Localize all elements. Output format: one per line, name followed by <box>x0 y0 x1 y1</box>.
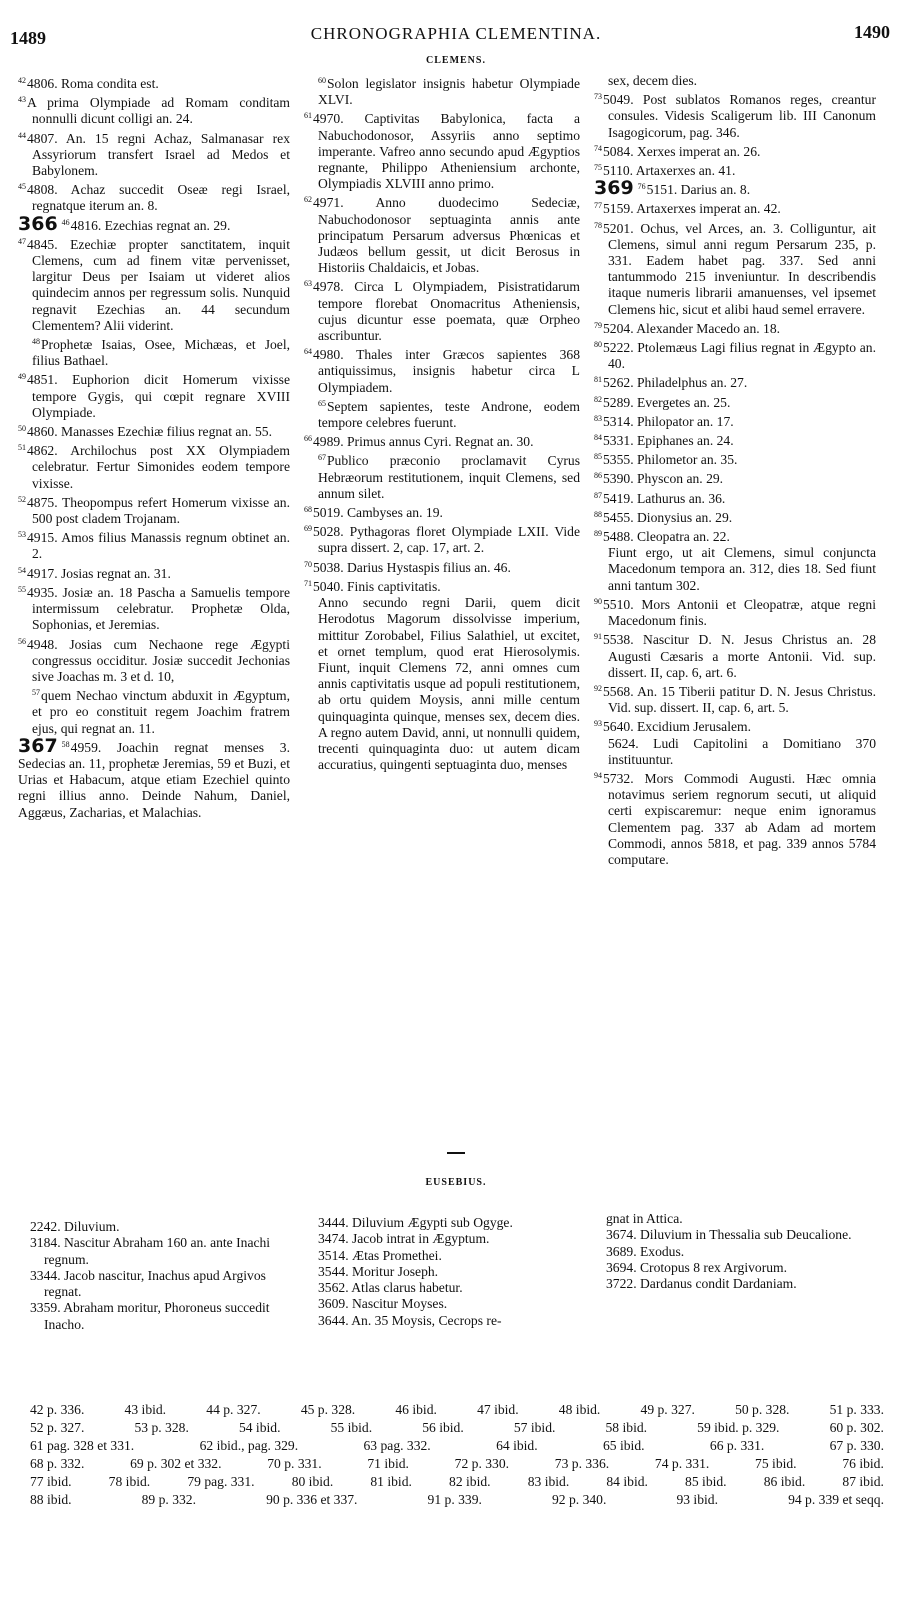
footnote-ref: 77 <box>594 201 602 211</box>
entry <box>304 576 580 595</box>
footnote: 57 ibid. <box>513 1420 556 1435</box>
footnote-ref: 44 <box>18 130 26 140</box>
footnote-ref: 87 <box>594 490 602 500</box>
entry <box>304 557 580 576</box>
column-right <box>594 73 876 868</box>
footnote-ref: 55 <box>18 584 26 594</box>
entry <box>18 128 290 180</box>
entry-text: 5455. Dionysius an. 29. <box>603 509 733 525</box>
footnote: 72 p. 330. <box>454 1456 510 1471</box>
eusebius-entry: 3562. Atlas clarus habetur. <box>318 1280 463 1296</box>
entry-text: 5201. Ochus, vel Arces, an. 3. Colliguntur, ait Clemens, simul anni regum Persarum 235, p. 331. Eadem habet pag. 337. Sed anni tantummodo 215 inveniuntur. In describendis itaque numeris librarii amanuenses, vel ipsemet Clemens hic, sicut et alibi haud semel erravere. <box>603 220 876 317</box>
footnote-ref: 56 <box>18 636 26 646</box>
entry <box>18 634 290 686</box>
entry-text: 5028. Pythagoras floret Olympiade LXII. Vide supra dissert. 2, cap. 17, art. 2. <box>313 524 580 556</box>
entry-text: 4917. Josias regnat an. 31. <box>27 565 171 581</box>
footnote: 43 ibid. <box>124 1402 167 1417</box>
footnote-ref: 85 <box>594 452 602 462</box>
footnote-line <box>30 1437 890 1455</box>
footnote: 66 p. 331. <box>709 1438 765 1453</box>
footnote: 90 p. 336 et 337. <box>266 1492 358 1507</box>
footnote-ref: 75 <box>594 163 602 173</box>
entry <box>594 89 876 141</box>
footnote: 71 ibid. <box>367 1456 409 1471</box>
entry <box>304 521 580 556</box>
entry-text: 4862. Archilochus post XX Olympiadem celebratur. Fertur Simonides eodem tempore vixisse. <box>27 443 290 491</box>
entry-text: 5222. Ptolemæus Lagi filius regnat in Ægypto an. 40. <box>603 340 876 372</box>
entry-text: Fiunt ergo, ut ait Clemens, simul conjuncta Macedonum tempora an. 312, dies 18. Sed fiunt anni tantum 302. <box>608 545 876 593</box>
entry-text: 4948. Josias cum Nechaone rege Ægypti congressus occiditur. Josiæ succedit Jechonias sive Joachas m. 3 et d. 10, <box>27 636 290 684</box>
page-number-right: 1490 <box>854 22 890 42</box>
footnote: 77 ibid. <box>30 1474 72 1489</box>
footnote-ref: 84 <box>594 433 602 443</box>
entry <box>304 502 580 521</box>
entry-text: 5624. Ludi Capitolini a Domitiano 370 instituuntur. <box>608 735 876 767</box>
footnote: 92 p. 340. <box>551 1492 607 1507</box>
footnote-ref: 89 <box>594 529 602 539</box>
entry-text: 5732. Mors Commodi Augusti. Hæc omnia notavimus seriem regnorum secuti, ut aliquid certi expiscaremur: neque enim ignoramus Clementem pag. 337 ab Adam ad mortem Commodi, annos 5818, et pag. 339 annos 5784 computare. <box>603 770 876 867</box>
footnote: 86 ibid. <box>763 1474 806 1489</box>
footnote: 78 ibid. <box>108 1474 151 1489</box>
footnote-ref: 46 <box>61 217 70 227</box>
footnote: 84 ibid. <box>606 1474 648 1489</box>
eusebius-column-right <box>606 1211 888 1292</box>
entry-text: Publico præconio proclamavit Cyrus Hebræorum restitutionem, inquit Clemens, sed annum silet. <box>318 453 580 501</box>
running-header <box>0 22 912 46</box>
footnote-ref: 60 <box>318 76 326 85</box>
entry <box>594 681 876 716</box>
eusebius-entry: 2242. Diluvium. <box>30 1219 120 1234</box>
footnote-ref: 94 <box>594 770 602 780</box>
entry <box>304 450 580 502</box>
footnote-ref: 76 <box>637 182 646 192</box>
entry <box>594 430 876 449</box>
entry-text: 5355. Philometor an. 35. <box>603 452 738 468</box>
footnote-ref: 88 <box>594 509 602 519</box>
entry <box>594 198 876 217</box>
entry <box>304 344 580 396</box>
running-title: CHRONOGRAPHIA CLEMENTINA. <box>310 24 602 43</box>
entry-text: A prima Olympiade ad Romam conditam nonnulli dicunt colligi an. 24. <box>27 95 290 127</box>
entry-text: 4845. Ezechiæ propter sanctitatem, inquit Clemens, cum ad finem vitæ pervenisset, largitur Deus per Isaiam ut videret alios quindecim annos per regressum solis. Nunquid regnavit Ezechias an. 44 secundum Clementem? Alii viderint. <box>27 236 290 333</box>
footnote-ref: 74 <box>594 143 602 153</box>
footnote-ref: 50 <box>18 424 26 434</box>
section-heading-eusebius: EUSEBIUS. <box>425 1177 487 1188</box>
entry <box>594 468 876 487</box>
footnote-ref: 80 <box>594 340 602 350</box>
entry <box>18 734 290 821</box>
entry <box>18 527 290 562</box>
entry <box>304 73 580 108</box>
entry <box>304 276 580 344</box>
entry <box>594 768 876 868</box>
column-marker: 367 <box>18 734 58 757</box>
entry-text: 4935. Josiæ an. 18 Pascha a Samuelis tempore intermissum celebratur. Prophetæ Olda, Sophonias, et Jeremias. <box>27 584 290 633</box>
eusebius-entry: 3344. Jacob nascitur, Inachus apud Argivos regnat. <box>30 1267 266 1300</box>
entry-text: 4851. Euphorion dicit Homerum vixisse tempore Gygis, qui cœpit regnare XVIII Olympiade. <box>27 372 290 420</box>
entry <box>304 431 580 450</box>
footnote: 91 p. 339. <box>427 1492 482 1507</box>
footnote-ref: 78 <box>594 220 602 230</box>
entry <box>18 563 290 582</box>
entry <box>594 73 876 89</box>
footnote: 46 ibid. <box>395 1402 437 1417</box>
footnote-ref: 86 <box>594 471 602 481</box>
footnote-ref: 45 <box>18 182 26 192</box>
footnote-ref: 83 <box>594 413 602 423</box>
footnote-line <box>30 1419 890 1437</box>
entry <box>594 594 876 629</box>
entry <box>18 92 290 127</box>
footnote-line <box>30 1473 890 1491</box>
footnote-ref: 71 <box>304 578 312 588</box>
footnote-line <box>30 1455 890 1473</box>
footnote-line <box>30 1401 890 1419</box>
eusebius-entry: 3474. Jacob intrat in Ægyptum. <box>318 1231 490 1247</box>
entry <box>18 369 290 421</box>
footnote: 88 ibid. <box>30 1492 72 1507</box>
entry <box>594 392 876 411</box>
footnote: 60 p. 302. <box>829 1420 884 1435</box>
entry <box>18 492 290 527</box>
entry <box>594 507 876 526</box>
footnote: 50 p. 328. <box>735 1402 790 1417</box>
entry <box>594 141 876 160</box>
entry <box>594 629 876 681</box>
eusebius-entry: 3359. Abraham moritur, Phoroneus succedit Inacho. <box>30 1300 270 1332</box>
footnote: 56 ibid. <box>422 1420 464 1435</box>
footnote-ref: 82 <box>594 394 602 404</box>
footnote: 48 ibid. <box>558 1402 601 1417</box>
footnote-ref: 54 <box>18 565 26 575</box>
footnote: 55 ibid. <box>330 1420 373 1435</box>
column-marker: 369 <box>594 177 634 200</box>
column-left <box>18 73 290 821</box>
footnote: 47 ibid. <box>477 1402 519 1417</box>
entry-text: 5510. Mors Antonii et Cleopatræ, atque regni Macedonum finis. <box>603 596 876 629</box>
footnote: 81 ibid. <box>370 1474 412 1489</box>
entry-text: Solon legislator insignis habetur Olympiade XLVI. <box>318 76 580 108</box>
entry <box>18 440 290 492</box>
footnote-ref: 81 <box>594 375 602 385</box>
entry-text: 5538. Nascitur D. N. Jesus Christus an. 28 Augusti Cæsaris a morte Antonii. Vid. sup. dissert. II, cap. 6, art. 6. <box>603 632 876 680</box>
footnote-ref: 65 <box>318 398 326 408</box>
entry-text: 5314. Philopator an. 17. <box>603 413 734 429</box>
footnote-ref: 47 <box>18 236 26 246</box>
entry-text: 4860. Manasses Ezechiæ filius regnat an. 55. <box>27 424 273 440</box>
footnote-ref: 68 <box>304 505 312 515</box>
entry <box>18 334 290 369</box>
entry-text: 5084. Xerxes imperat an. 26. <box>603 143 761 159</box>
entry <box>594 716 876 735</box>
footnote-ref: 62 <box>304 195 312 205</box>
entry-text: 5331. Epiphanes an. 24. <box>603 433 734 449</box>
entry-text: 5038. Darius Hystaspis filius an. 46. <box>313 559 511 575</box>
entry <box>304 192 580 276</box>
entry-text: 5390. Physcon an. 29. <box>603 471 724 487</box>
section-divider <box>447 1152 465 1154</box>
footnote-ref: 42 <box>18 76 26 85</box>
footnote: 45 p. 328. <box>300 1402 356 1417</box>
footnote-ref: 48 <box>32 337 40 347</box>
footnote: 83 ibid. <box>527 1474 570 1489</box>
entry <box>594 372 876 391</box>
entry-text: 5488. Cleopatra an. 22. <box>603 529 730 545</box>
footnote: 94 p. 339 et seqq. <box>788 1492 884 1507</box>
entry-text: 4971. Anno duodecimo Sedeciæ, Nabuchodonosor septuaginta annis ante principatum Persarum adversus Phœnicas et Judæos bellum gessit, ut dicit Berosus in Historiis Chaldaicis, et Jobas. <box>313 195 580 276</box>
page-number-left: 1489 <box>10 28 46 48</box>
entry-text: 4959. Joachin regnat menses 3. Sedecias an. 11, prophetæ Jeremias, 59 et Buzi, et Urias et Habacum, atque etiam Ezechiel quinto regni illius anno. Deinde Nahum, Daniel, Aggæus, Zacharias, et Malachias. <box>18 739 290 820</box>
entry-text: 5040. Finis captivitatis. <box>313 578 441 594</box>
eusebius-entry: 3514. Ætas Promethei. <box>318 1247 442 1263</box>
footnote: 68 p. 332. <box>30 1456 85 1471</box>
footnote-ref: 73 <box>594 92 602 102</box>
section-heading-clemens: CLEMENS. <box>426 55 486 66</box>
entry-text: 4989. Primus annus Cyri. Regnat an. 30. <box>313 434 534 450</box>
footnote: 49 p. 327. <box>640 1402 695 1417</box>
footnote: 63 pag. 332. <box>363 1438 431 1453</box>
footnote: 74 p. 331. <box>654 1456 710 1471</box>
entry-text: 5110. Artaxerxes an. 41. <box>603 163 736 179</box>
footnote: 85 ibid. <box>685 1474 727 1489</box>
footnote-ref: 69 <box>304 524 312 534</box>
footnote: 65 ibid. <box>602 1438 645 1453</box>
entry-text: 5159. Artaxerxes imperat an. 42. <box>603 201 781 217</box>
footnote: 87 ibid. <box>842 1474 884 1489</box>
eusebius-entry: 3444. Diluvium Ægypti sub Ogyge. <box>318 1215 513 1230</box>
entry <box>594 488 876 507</box>
footnote-ref: 70 <box>304 559 312 569</box>
entry-text: 4806. Roma condita est. <box>27 76 159 91</box>
entry-text: 5204. Alexander Macedo an. 18. <box>603 320 781 336</box>
eusebius-entry: 3609. Nascitur Moyses. <box>318 1296 448 1312</box>
footnote: 69 p. 302 et 332. <box>130 1456 222 1471</box>
footnote-line <box>30 1491 890 1509</box>
footnote: 51 p. 333. <box>829 1402 884 1417</box>
entry-text: 4807. An. 15 regni Achaz, Salmanasar rex Assyriorum transfert Israel ad Medos et Babylonem. <box>27 130 290 179</box>
footnote: 61 pag. 328 et 331. <box>30 1438 135 1453</box>
footnote: 52 p. 327. <box>30 1420 85 1435</box>
footnote: 76 ibid. <box>842 1456 884 1471</box>
eusebius-entry: 3544. Moritur Joseph. <box>318 1263 439 1279</box>
entry-text: Prophetæ Isaias, Osee, Michæas, et Joel, filius Bathael. <box>32 337 290 369</box>
entry-text: 4915. Amos filius Manassis regnum obtinet an. 2. <box>27 530 290 562</box>
entry <box>18 582 290 634</box>
entry-text: 5419. Lathurus an. 36. <box>603 490 726 506</box>
footnote-ref: 58 <box>61 739 70 749</box>
footnote-ref: 66 <box>304 434 312 444</box>
entry-text: Septem sapientes, teste Androne, eodem tempore celebres fuerunt. <box>318 398 580 431</box>
footnote: 73 p. 336. <box>554 1456 610 1471</box>
footnote: 59 ibid. p. 329. <box>697 1420 780 1435</box>
footnote-ref: 51 <box>18 443 26 453</box>
entry-text: 4875. Theopompus refert Homerum vixisse an. 500 post cladem Trojanam. <box>27 494 290 527</box>
entry-text: 4980. Thales inter Græcos sapientes 368 antiquissimus, insignis habetur circa L Olympiadem. <box>313 347 580 395</box>
eusebius-column-middle <box>318 1215 598 1329</box>
entry-text: 4978. Circa L Olympiadem, Pisistratidarum tempore florebat Onomacritus Atheniensis, cujus dicuntur esse poemata, quæ Orpheo ascribuntur. <box>313 279 580 344</box>
entry <box>594 449 876 468</box>
entry-text: quem Nechao vinctum abduxit in Ægyptum, et pro eo constituit regem Joachim fratrem ejus, qui regnat an. 11. <box>32 688 290 736</box>
entry-text: 5640. Excidium Jerusalem. <box>603 719 751 735</box>
footnote: 64 ibid. <box>496 1438 538 1453</box>
eusebius-entry: 3674. Diluvium in Thessalia sub Deucalione. <box>606 1227 852 1243</box>
footnote: 82 ibid. <box>449 1474 491 1489</box>
footnote-ref: 53 <box>18 530 26 540</box>
footnote: 53 p. 328. <box>134 1420 189 1435</box>
footnote-ref: 43 <box>18 95 26 105</box>
eusebius-column-left <box>30 1219 302 1333</box>
entry-text: 5151. Darius an. 8. <box>646 182 751 198</box>
footnote-ref: 64 <box>304 347 312 357</box>
footnote-ref: 57 <box>32 688 40 698</box>
footnote: 75 ibid. <box>755 1456 797 1471</box>
footnote: 67 p. 330. <box>829 1438 884 1453</box>
footnote: 89 p. 332. <box>141 1492 196 1507</box>
footnote-ref: 92 <box>594 683 602 693</box>
footnote: 62 ibid., pag. 329. <box>199 1438 299 1453</box>
footnote: 42 p. 336. <box>30 1402 85 1417</box>
entry <box>18 73 290 92</box>
footnote: 79 pag. 331. <box>187 1474 255 1489</box>
entry-text: 4808. Achaz succedit Oseæ regi Israel, regnatque iterum an. 8. <box>27 182 290 214</box>
eusebius-entry: 3722. Dardanus condit Dardaniam. <box>606 1276 797 1292</box>
entry <box>304 108 580 192</box>
entry <box>304 595 580 773</box>
entry-text: 5049. Post sublatos Romanos reges, creantur consules. Videsis Scaligerum lib. III Canonum Isagogicorum, pag. 346. <box>603 92 876 140</box>
eusebius-entry: 3689. Exodus. <box>606 1243 685 1259</box>
footnote-ref: 90 <box>594 596 602 606</box>
eusebius-entry: gnat in Attica. <box>606 1211 683 1226</box>
entry <box>594 318 876 337</box>
entry <box>18 212 290 235</box>
footnotes <box>30 1401 890 1509</box>
footnote-ref: 61 <box>304 111 312 121</box>
entry <box>594 160 876 179</box>
entry <box>594 218 876 318</box>
entry-text: 5262. Philadelphus an. 27. <box>603 375 748 391</box>
entry-text: sex, decem dies. <box>608 73 698 88</box>
entry-text: Anno secundo regni Darii, quem dicit Herodotus Magorum dissolvisse imperium, mittitur Zorobabel, Filius Salathiel, ut excitet, et ornet templum, quod erat Hierosolymis. Fiunt, inquit Clemens 72, anni omnes cum annis captivitatis usque ad populi restitutionem, ab ortu quidem Moysis, anni mille centum quinquaginta quinque, menses sex, decem dies. A regno autem David, anni, ut nonnulli quidem, trecenti quinquaginta duo: ut autem dicam accuratius, quingenti septuaginta duo, menses <box>318 595 580 773</box>
footnote-ref: 63 <box>304 279 312 289</box>
entry <box>594 526 876 545</box>
entry <box>18 685 290 737</box>
entry <box>594 545 876 594</box>
entry <box>594 337 876 372</box>
footnote: 44 p. 327. <box>206 1402 261 1417</box>
footnote: 70 p. 331. <box>267 1456 322 1471</box>
eusebius-entry: 3184. Nascitur Abraham 160 an. ante Inachi regnum. <box>30 1235 271 1267</box>
footnote: 58 ibid. <box>605 1420 648 1435</box>
entry <box>18 234 290 334</box>
entry <box>594 411 876 430</box>
entry-text: 5568. An. 15 Tiberii patitur D. N. Jesus Christus. Vid. sup. dissert. II, cap. 6, art. 5. <box>603 683 876 716</box>
entry-text: 4816. Ezechias regnat an. 29. <box>70 217 231 233</box>
entry <box>594 179 876 198</box>
footnote-ref: 52 <box>18 494 26 504</box>
footnote-ref: 91 <box>594 632 602 642</box>
footnote: 54 ibid. <box>238 1420 281 1435</box>
footnote: 80 ibid. <box>291 1474 334 1489</box>
footnote: 93 ibid. <box>676 1492 718 1507</box>
footnote-ref: 67 <box>318 453 326 463</box>
entry <box>18 421 290 440</box>
eusebius-entry: 3644. An. 35 Moysis, Cecrops re- <box>318 1312 502 1328</box>
entry-text: 5289. Evergetes an. 25. <box>603 394 731 410</box>
column-middle <box>304 73 580 773</box>
footnote-ref: 49 <box>18 372 26 382</box>
entry <box>304 396 580 431</box>
entry <box>18 179 290 214</box>
eusebius-entry: 3694. Crotopus 8 rex Argivorum. <box>606 1259 787 1275</box>
entry-text: 4970. Captivitas Babylonica, facta a Nabuchodonosor, Assyriis anno septimo imperante. Vafreo anno secundo apud Ægyptios regnante, Philippo Atheniensium archonte, Olympiadis XLVIII anno primo. <box>313 111 580 192</box>
entry <box>594 736 876 768</box>
footnote-ref: 93 <box>594 719 602 729</box>
column-marker: 366 <box>18 212 58 235</box>
footnote-ref: 79 <box>594 320 602 330</box>
entry-text: 5019. Cambyses an. 19. <box>313 505 443 521</box>
